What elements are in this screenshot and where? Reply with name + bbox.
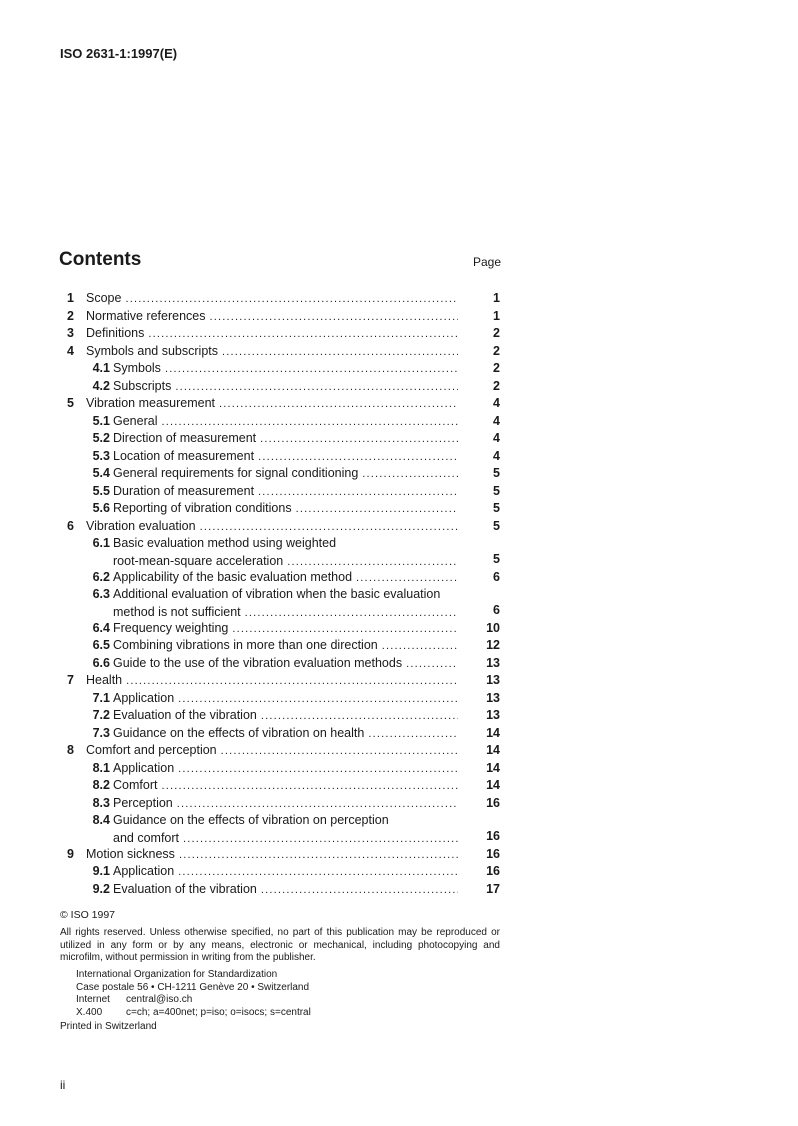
toc-entry-title: Reporting of vibration conditions (113, 501, 292, 515)
toc-entry-title: Direction of measurement (113, 431, 257, 445)
toc-entry-page: 5 (493, 483, 500, 498)
toc-entry-title: Evaluation of the vibration (113, 881, 257, 896)
toc-entry-page: 4 (493, 413, 500, 428)
toc-entry-page: 4 (493, 448, 500, 463)
toc-entry-page: 1 (493, 308, 500, 323)
toc-entry (56, 360, 502, 378)
toc-entry-number: 6.4 (92, 620, 110, 635)
toc-entry-number: 1 (67, 291, 74, 305)
toc-entry-title: Location of measurement (113, 448, 255, 463)
toc-entry-page: 5 (493, 552, 500, 566)
dot-leader (260, 431, 458, 448)
dot-leader (261, 882, 458, 899)
copyright-notice: © ISO 1997 (60, 909, 116, 921)
toc-entry (56, 725, 502, 743)
toc-entry (56, 846, 502, 864)
dot-leader (161, 778, 458, 795)
toc-entry-title: Duration of measurement (113, 483, 255, 498)
toc-entry-page: 2 (493, 378, 500, 393)
toc-entry-number: 7.1 (92, 690, 110, 705)
toc-entry-title: Guidance on the effects of vibration on health (113, 725, 365, 740)
dot-leader (356, 570, 458, 587)
toc-entry-number: 6.2 (92, 569, 110, 584)
toc-entry-page: 13 (486, 708, 500, 722)
toc-entry-title: Applicability of the basic evaluation method (113, 569, 353, 584)
dot-leader (200, 519, 458, 536)
toc-entry-title: and comfort (113, 830, 180, 845)
toc-entry (56, 483, 502, 501)
dot-leader (210, 309, 459, 326)
toc-entry-page: 2 (493, 326, 500, 340)
toc-entry-page: 1 (493, 291, 500, 305)
toc-entry (56, 395, 502, 413)
internet-label: Internet (76, 994, 110, 1005)
internet-address: central@iso.ch (126, 994, 193, 1005)
toc-entry (56, 795, 502, 813)
dot-leader (125, 291, 458, 308)
dot-leader (148, 326, 458, 343)
toc-entry-number: 4.2 (92, 378, 110, 393)
toc-entry-page: 14 (486, 743, 500, 757)
toc-entry-page: 16 (486, 864, 500, 878)
toc-entry-page: 14 (486, 778, 500, 792)
toc-entry (56, 413, 502, 431)
toc-entry-number: 9.2 (92, 881, 110, 896)
dot-leader (178, 864, 458, 881)
dot-leader (258, 449, 458, 466)
toc-entry-number: 5.4 (92, 466, 110, 480)
toc-entry-page: 13 (486, 655, 500, 670)
toc-entry-title: Application (113, 864, 175, 878)
toc-entry (56, 777, 502, 795)
dot-leader (382, 638, 458, 655)
toc-entry-number: 7.2 (92, 708, 110, 722)
toc-entry-number: 6.5 (92, 638, 110, 652)
toc-entry (56, 343, 502, 361)
toc-entry-page: 14 (486, 760, 500, 775)
dot-leader (232, 621, 458, 638)
toc-entry-page: 4 (493, 396, 500, 410)
internet-line (76, 994, 311, 1007)
toc-entry (56, 448, 502, 466)
dot-leader (258, 484, 458, 501)
table-of-contents (56, 290, 502, 898)
toc-entry (56, 620, 502, 638)
toc-entry-number: 5.3 (92, 448, 110, 463)
toc-entry-title: Definitions (86, 326, 145, 340)
dot-leader (219, 396, 458, 413)
toc-entry-page: 6 (493, 603, 500, 617)
toc-entry-title: Subscripts (113, 378, 172, 393)
dot-leader (178, 691, 458, 708)
toc-entry-number: 8.3 (92, 795, 110, 810)
toc-entry-title: General (113, 413, 158, 428)
toc-entry-page: 12 (486, 638, 500, 652)
toc-entry-title: method is not sufficient (113, 604, 241, 619)
toc-entry-page: 16 (486, 795, 500, 810)
toc-entry (56, 500, 502, 518)
toc-entry (56, 637, 502, 655)
toc-entry-title: Application (113, 760, 175, 775)
toc-entry-title: Application (113, 690, 175, 705)
toc-entry-number: 6.6 (92, 655, 110, 670)
toc-entry-page: 2 (493, 343, 500, 358)
toc-entry (56, 518, 502, 536)
toc-entry-title: Scope (86, 291, 122, 305)
toc-entry-number: 3 (67, 326, 74, 340)
toc-entry (56, 290, 502, 308)
toc-entry-page: 5 (493, 501, 500, 515)
dot-leader (161, 414, 458, 431)
x400-label: X.400 (76, 1006, 103, 1018)
toc-entry-number: 8.2 (92, 778, 110, 792)
toc-entry (56, 569, 502, 587)
toc-entry-page: 2 (493, 361, 500, 375)
toc-entry (56, 707, 502, 725)
toc-entry-title: Guide to the use of the vibration evaluation methods (113, 655, 403, 670)
toc-entry (56, 760, 502, 778)
toc-entry-number: 5.5 (92, 483, 110, 498)
toc-entry-title: Basic evaluation method using weighted (113, 536, 337, 550)
toc-entry (56, 325, 502, 343)
toc-entry-number: 5.1 (92, 413, 110, 428)
toc-entry-title: Normative references (86, 308, 206, 323)
toc-entry-number: 5.2 (92, 431, 110, 445)
toc-entry (56, 465, 502, 483)
toc-entry-number: 5 (67, 396, 74, 410)
toc-entry-page: 4 (493, 431, 500, 445)
toc-entry-number: 7.3 (92, 725, 110, 740)
toc-entry-title: Comfort (113, 778, 158, 792)
toc-entry-title: General requirements for signal conditioning (113, 466, 359, 480)
toc-entry-title: root-mean-square acceleration (113, 553, 284, 568)
toc-entry-title: Motion sickness (86, 846, 175, 861)
dot-leader (261, 708, 458, 725)
toc-entry-page: 14 (486, 725, 500, 740)
toc-entry-page: 17 (486, 881, 500, 896)
toc-entry-number: 6 (67, 518, 74, 533)
toc-entry-title: Symbols and subscripts (86, 343, 219, 358)
toc-entry-page: 6 (493, 569, 500, 584)
toc-entry-title: Additional evaluation of vibration when the basic evaluation (113, 587, 441, 601)
standard-id: ISO 2631-1:1997(E) (60, 46, 178, 61)
toc-entry-number: 8.1 (92, 760, 110, 775)
dot-leader (222, 344, 458, 361)
toc-entry (56, 863, 502, 881)
contents-title: Contents (59, 249, 142, 270)
toc-entry-title: Guidance on the effects of vibration on perception (113, 813, 389, 827)
toc-entry-title: Evaluation of the vibration (113, 708, 257, 722)
toc-entry-page: 16 (486, 829, 500, 843)
toc-entry-page: 16 (486, 846, 500, 861)
toc-entry-number: 4.1 (92, 361, 110, 375)
toc-entry (56, 812, 502, 846)
toc-entry (56, 742, 502, 760)
dot-leader (175, 379, 458, 396)
toc-entry-number: 5.6 (92, 501, 110, 515)
toc-entry-page: 5 (493, 466, 500, 480)
toc-entry-title: Frequency weighting (113, 620, 229, 635)
toc-entry-number: 9 (67, 846, 74, 861)
toc-entry (56, 881, 502, 899)
x400-address: c=ch; a=400net; p=iso; o=isocs; s=central (126, 1006, 311, 1018)
toc-entry-page: 10 (486, 620, 500, 635)
toc-entry (56, 672, 502, 690)
toc-entry-title: Vibration evaluation (86, 518, 196, 533)
toc-entry (56, 378, 502, 396)
toc-entry (56, 430, 502, 448)
dot-leader (165, 361, 458, 378)
toc-entry-page: 5 (493, 518, 500, 533)
toc-entry-title: Comfort and perception (86, 743, 217, 757)
dot-leader (221, 743, 458, 760)
toc-entry (56, 655, 502, 673)
organization-name: International Organization for Standardization (76, 969, 278, 980)
toc-entry-number: 8.4 (92, 813, 110, 827)
dot-leader (178, 761, 458, 778)
toc-entry-number: 9.1 (92, 864, 110, 878)
dot-leader (296, 501, 458, 518)
toc-entry-page: 13 (486, 690, 500, 705)
page-column-label: Page (473, 255, 502, 269)
toc-entry (56, 535, 502, 569)
publisher-address-block (76, 969, 311, 1019)
dot-leader (179, 847, 458, 864)
toc-entry-number: 4 (67, 343, 74, 358)
dot-leader (177, 796, 458, 813)
dot-leader (362, 466, 458, 483)
toc-entry-page: 13 (486, 673, 500, 687)
toc-entry-title: Symbols (113, 361, 161, 375)
toc-entry-number: 7 (67, 673, 74, 687)
toc-entry-title: Health (86, 673, 123, 687)
toc-entry-title: Vibration measurement (86, 396, 216, 410)
dot-leader (126, 673, 458, 690)
toc-entry (56, 690, 502, 708)
toc-entry-title: Perception (113, 795, 173, 810)
toc-entry-number: 2 (67, 308, 74, 323)
rights-statement: All rights reserved. Unless otherwise specified, no part of this publication may be reproduced or utilized in any form or by any means, electronic or mechanical, including photocopying and microfilm, without permission in writing from the publisher. (60, 927, 500, 963)
toc-entry-number: 8 (67, 743, 74, 757)
toc-entry (56, 308, 502, 326)
postal-address: Case postale 56 • CH-1211 Genève 20 • Switzerland (76, 981, 310, 993)
toc-entry-number: 6.3 (92, 587, 110, 601)
page-number: ii (60, 1078, 66, 1092)
toc-entry (56, 586, 502, 620)
toc-entry-number: 6.1 (92, 536, 110, 550)
dot-leader (406, 656, 458, 673)
x400-line (76, 1007, 311, 1020)
toc-entry-title: Combining vibrations in more than one direction (113, 638, 378, 652)
dot-leader (368, 726, 458, 743)
printed-in: Printed in Switzerland (60, 1021, 157, 1032)
